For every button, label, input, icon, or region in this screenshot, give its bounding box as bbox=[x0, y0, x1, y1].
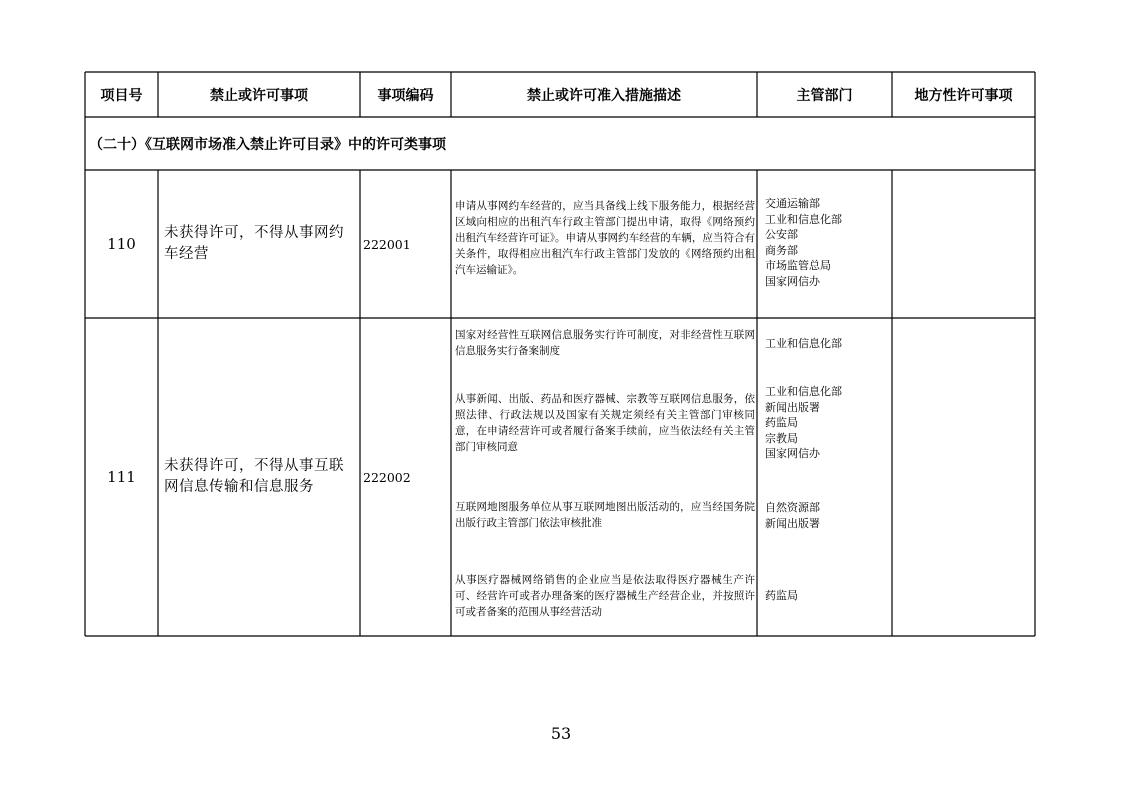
row-local-permit bbox=[892, 318, 1035, 636]
department: 宗教局 bbox=[765, 431, 798, 445]
department: 国家网信办 bbox=[765, 447, 820, 460]
department: 交通运输部 bbox=[765, 197, 820, 210]
department: 商务部 bbox=[765, 243, 798, 257]
row-department-list bbox=[757, 336, 892, 352]
department: 药监局 bbox=[765, 589, 798, 602]
row-measure-description: 申请从事网约车经营的，应当具备线上线下服务能力，根据经营区域向相应的出租汽车行政主管部门提出申请，取得《网络预约出租汽车经营许可证》。申请从事网约车经营的车辆，应当符合有关条件，取得相应出租汽车行政主管部门发放的《网络预约出租汽车运输证》。 bbox=[455, 200, 755, 276]
department: 国家网信办 bbox=[765, 274, 820, 288]
department: 工业和信息化部 bbox=[765, 337, 842, 350]
row-item-name: 未获得许可，不得从事互联网信息传输和信息服务 bbox=[164, 458, 344, 495]
department: 药监局 bbox=[765, 416, 798, 429]
department: 新闻出版署 bbox=[765, 400, 820, 414]
row-department-list bbox=[757, 500, 892, 531]
row-measure-description: 从事新闻、出版、药品和医疗器械、宗教等互联网信息服务，依照法律、行政法规以及国家有关规定须经有关主管部门审核同意，在申请经营许可或者履行备案手续前，应当依法经有关主管部门审核同意 bbox=[455, 393, 755, 453]
department: 自然资源部 bbox=[765, 501, 820, 514]
row-number: 110 bbox=[107, 235, 136, 253]
row-item-name: 未获得许可，不得从事网约车经营 bbox=[164, 225, 344, 262]
page-number: 53 bbox=[550, 724, 572, 743]
row-measure-description: 从事医疗器械网络销售的企业应当是依法取得医疗器械生产许可、经营许可或者办理备案的医疗器械生产经营企业，并按照许可或者备案的范围从事经营活动 bbox=[455, 574, 755, 618]
department: 市场监管总局 bbox=[765, 259, 831, 272]
row-measure-description: 国家对经营性互联网信息服务实行许可制度，对非经营性互联网信息服务实行备案制度 bbox=[455, 329, 755, 357]
header-item-number: 项目号 bbox=[100, 87, 143, 104]
header-department: 主管部门 bbox=[796, 87, 853, 104]
header-measure-description: 禁止或许可准入措施描述 bbox=[527, 87, 681, 104]
row-item-code: 222001 bbox=[363, 236, 411, 252]
section-title: （二十）《互联网市场准入禁止许可目录》中的许可类事项 bbox=[89, 136, 446, 153]
row-item-code: 222002 bbox=[363, 469, 411, 485]
row-department-list bbox=[757, 384, 892, 462]
row-measure-description: 互联网地图服务单位从事互联网地图出版活动的，应当经国务院出版行政主管部门依法审核批准 bbox=[455, 501, 755, 529]
header-local-permit: 地方性许可事项 bbox=[914, 87, 1013, 104]
row-number: 111 bbox=[107, 468, 136, 486]
header-item-code: 事项编码 bbox=[377, 87, 434, 104]
department: 工业和信息化部 bbox=[765, 212, 842, 226]
department: 公安部 bbox=[765, 228, 798, 241]
department: 工业和信息化部 bbox=[765, 385, 842, 398]
department: 新闻出版署 bbox=[765, 516, 820, 530]
row-department-list bbox=[757, 588, 892, 604]
header-item-name: 禁止或许可事项 bbox=[210, 87, 308, 104]
row-local-permit bbox=[892, 170, 1035, 318]
row-department-list bbox=[757, 196, 892, 289]
